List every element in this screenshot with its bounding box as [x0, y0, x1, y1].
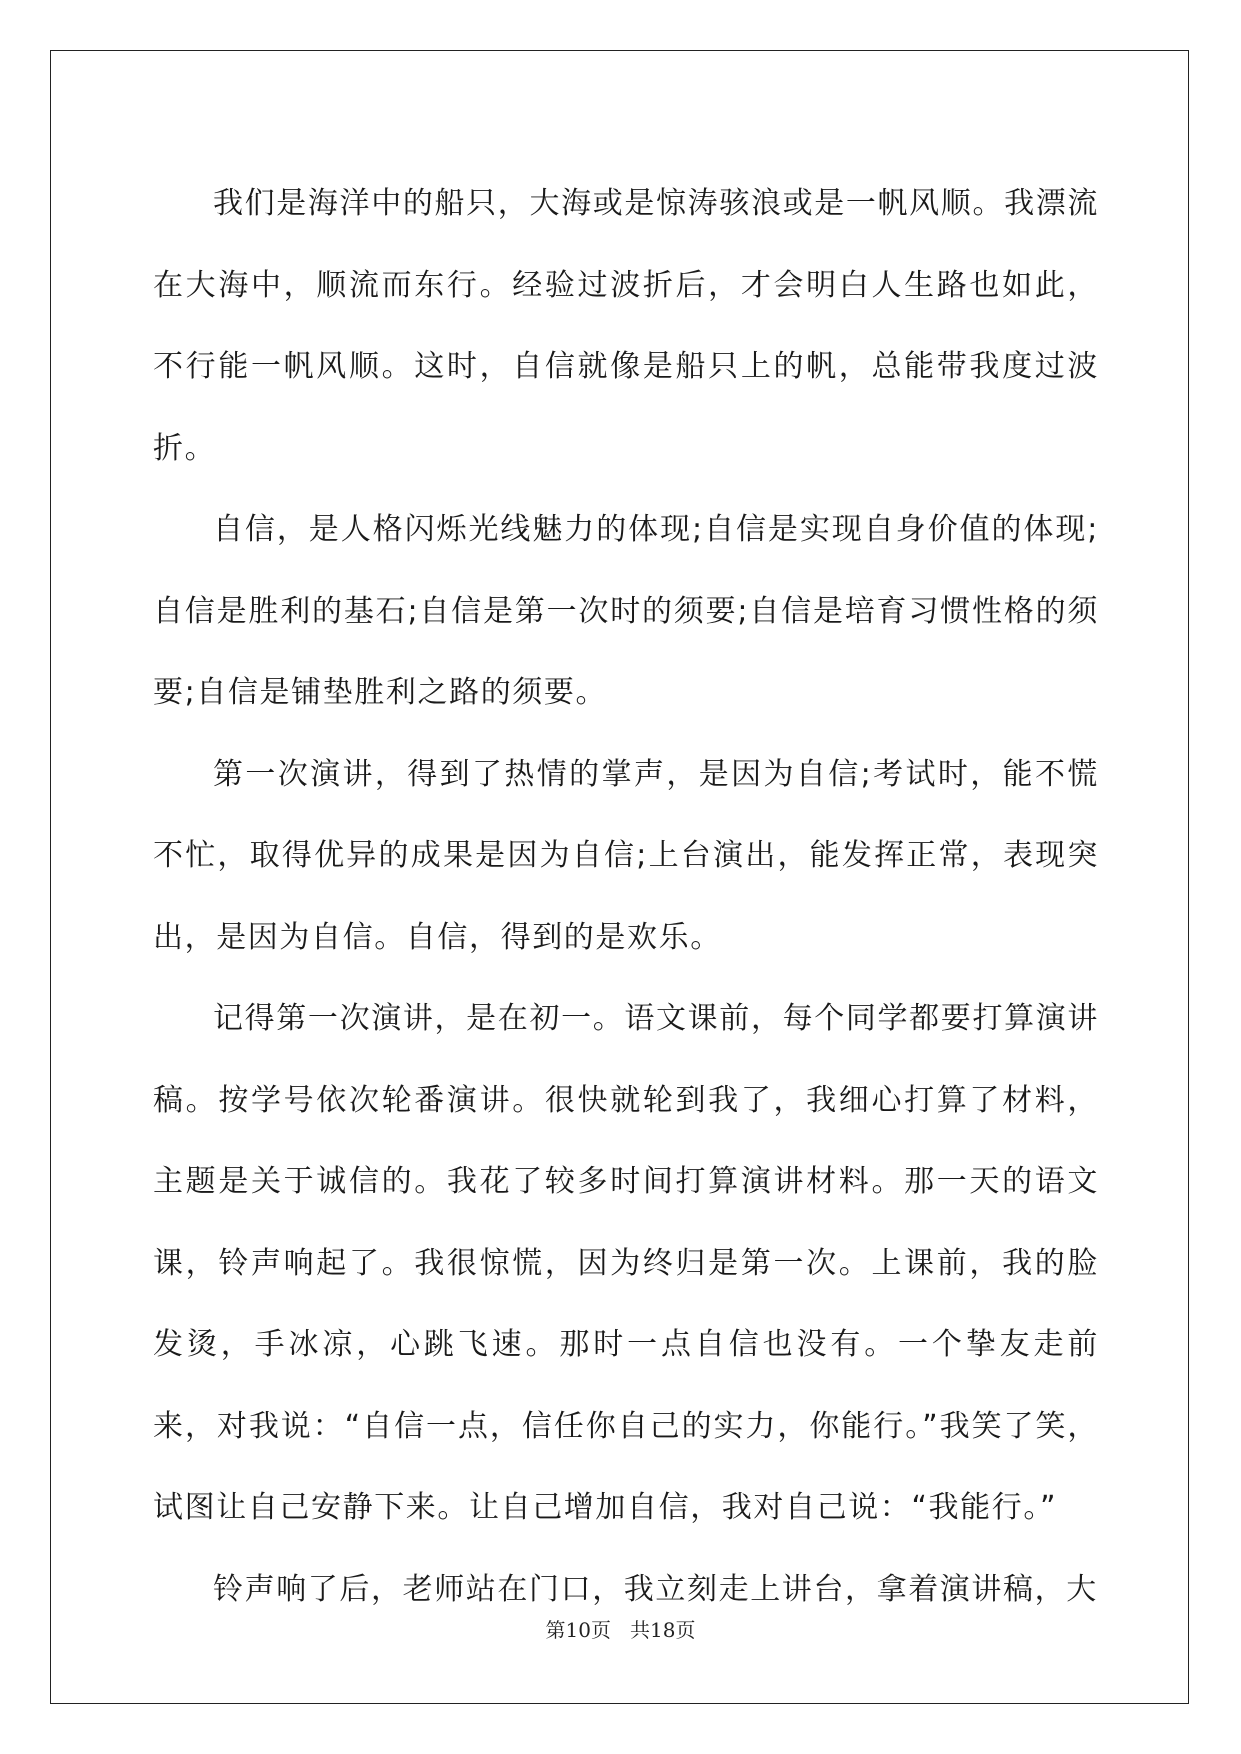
page-total: 共18页	[630, 1618, 696, 1642]
paragraph-5: 铃声响了后，老师站在门口，我立刻走上讲台，拿着演讲稿，大	[213, 1571, 1098, 1607]
footer-separator	[611, 1618, 630, 1642]
paragraph-1: 我们是海洋中的船只，大海或是惊涛骇浪或是一帆风顺。我漂流在大海中，顺流而东行。经验过波折后，才会明白人生路也如此，不行能一帆风顺。这时，自信就像是船只上的帆，总能带我度过波折。	[153, 186, 1099, 466]
document-body	[153, 163, 1099, 1630]
paragraph-4: 记得第一次演讲，是在初一。语文课前，每个同学都要打算演讲稿。按学号依次轮番演讲。很快就轮到我了，我细心打算了材料，主题是关于诚信的。我花了较多时间打算演讲材料。那一天的语文课，铃声响起了。我很惊慌，因为终归是第一次。上课前，我的脸发烫，手冰凉，心跳飞速。那时一点自信也没有。一个挚友走前来，对我说：“自信一点，信任你自己的实力，你能行。”我笑了笑，试图让自己安静下来。让自己增加自信，我对自己说：“我能行。”	[153, 1001, 1099, 1525]
page-footer	[0, 1618, 1241, 1642]
paragraph-3: 第一次演讲，得到了热情的掌声，是因为自信;考试时，能不慌不忙，取得优异的成果是因为自信;上台演出，能发挥正常，表现突出，是因为自信。自信，得到的是欢乐。	[153, 756, 1099, 955]
paragraph-2: 自信，是人格闪烁光线魅力的体现;自信是实现自身价值的体现;自信是胜利的基石;自信是第一次时的须要;自信是培育习惯性格的须要;自信是铺垫胜利之路的须要。	[153, 512, 1099, 710]
page-number: 第10页	[545, 1618, 611, 1642]
